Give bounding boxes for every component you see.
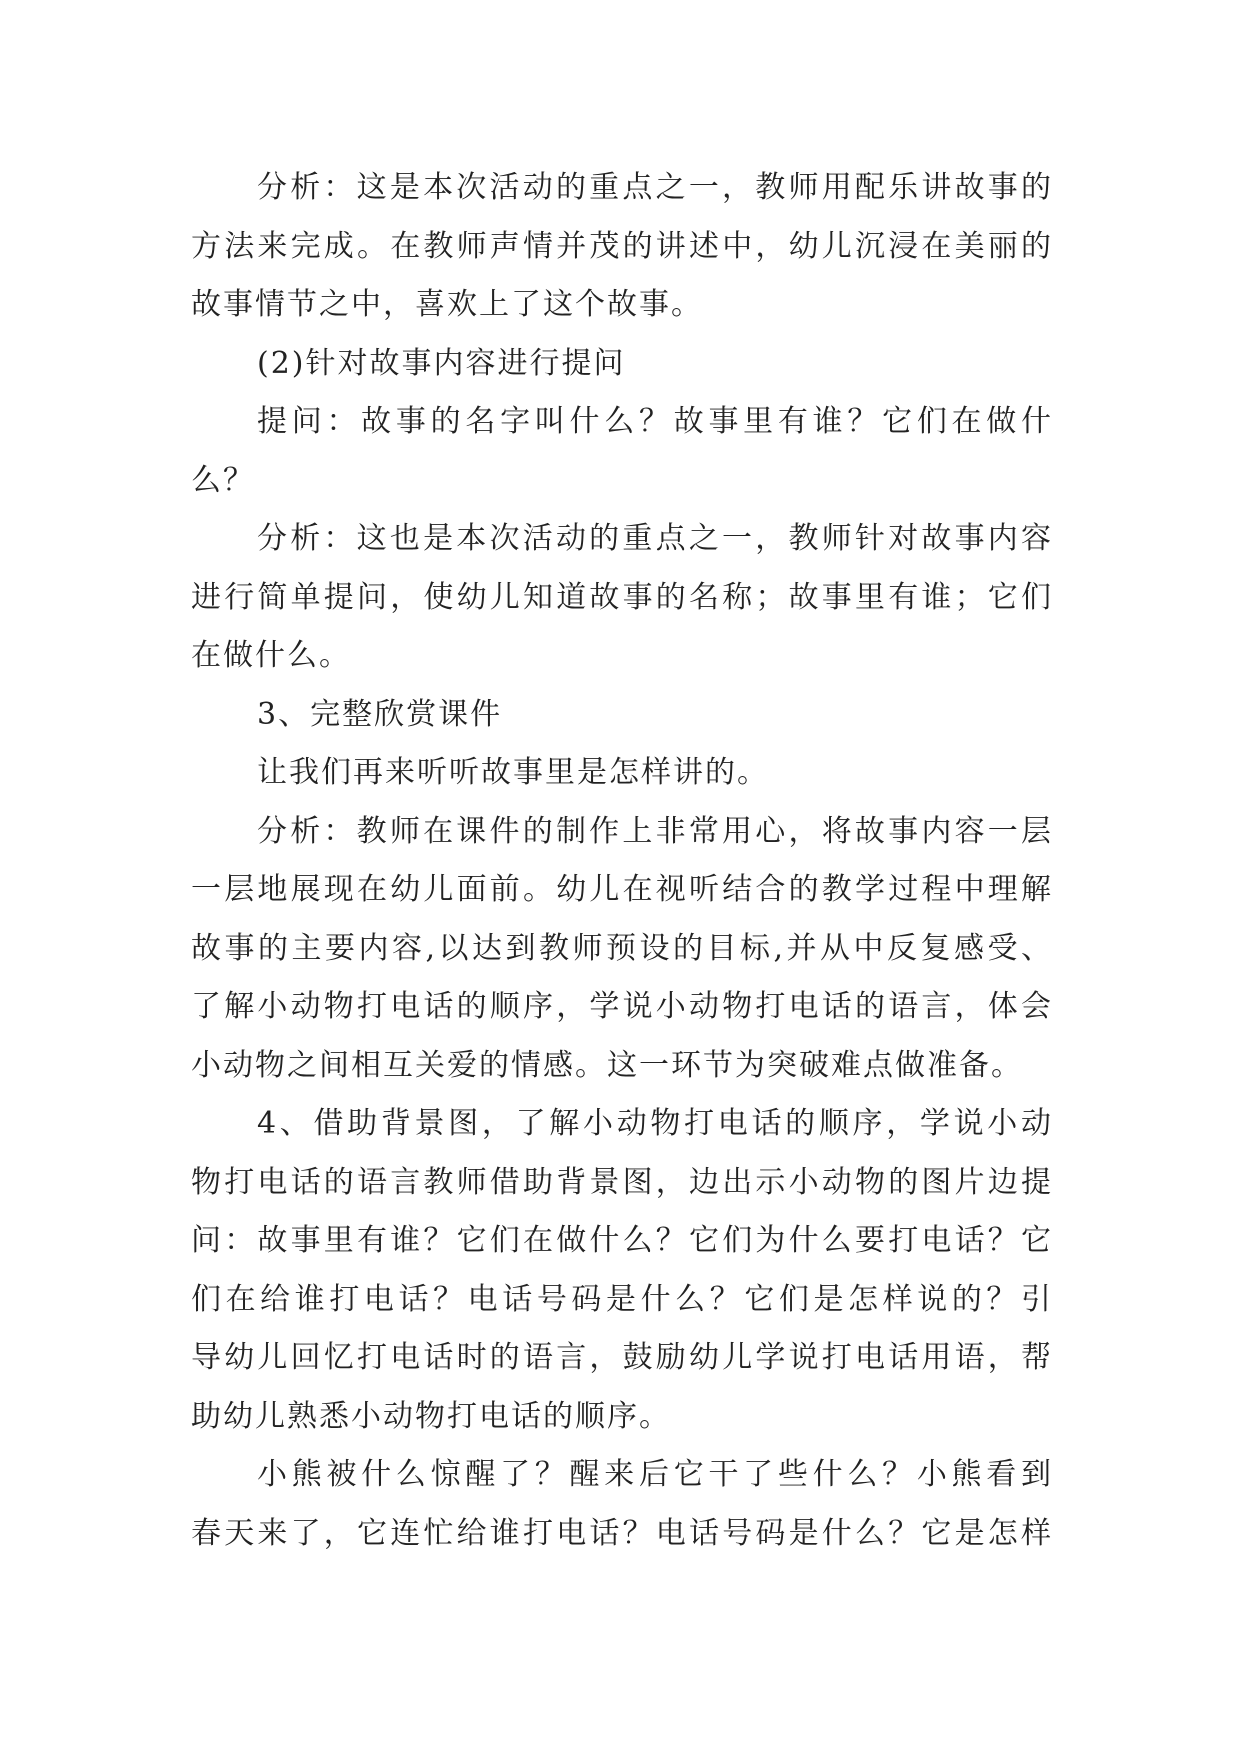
text-line: 分析：教师在课件的制作上非常用心，将故事内容一层 — [257, 813, 1053, 849]
paragraph — [191, 803, 1053, 1096]
text-line: 方法来完成。在教师声情并茂的讲述中，幼儿沉浸在美丽的 — [191, 228, 1053, 264]
text-line: 在做什么。 — [191, 638, 351, 673]
paragraph — [191, 1095, 1053, 1446]
text-line: 故事的主要内容,以达到教师预设的目标,并从中反复感受、 — [191, 930, 1053, 966]
text-line: 物打电话的语言教师借助背景图，边出示小动物的图片边提 — [191, 1164, 1053, 1200]
text-line: 分析：这也是本次活动的重点之一，教师针对故事内容 — [257, 521, 1053, 556]
text-line: 3、完整欣赏课件 — [257, 696, 503, 732]
text-line: (2)针对故事内容进行提问 — [257, 345, 626, 381]
text-line: 导幼儿回忆打电话时的语言，鼓励幼儿学说打电话用语，帮 — [191, 1340, 1053, 1375]
text-line: 了解小动物打电话的顺序，学说小动物打电话的语言，体会 — [191, 989, 1053, 1024]
paragraph — [191, 510, 1053, 686]
paragraph — [191, 159, 1053, 335]
text-line: 小动物之间相互关爱的情感。这一环节为突破难点做准备。 — [191, 1047, 1023, 1083]
paragraph — [191, 393, 1053, 510]
paragraph — [191, 686, 1053, 745]
text-line: 故事情节之中，喜欢上了这个故事。 — [191, 287, 703, 322]
document-body — [191, 159, 1053, 1563]
text-line: 问：故事里有谁？它们在做什么？它们为什么要打电话？它 — [191, 1223, 1053, 1258]
paragraph — [191, 1446, 1053, 1563]
text-line: 小熊被什么惊醒了？醒来后它干了些什么？小熊看到 — [257, 1457, 1053, 1492]
text-line: 助幼儿熟悉小动物打电话的顺序。 — [191, 1398, 671, 1434]
paragraph — [191, 744, 1053, 803]
text-line: 春天来了，它连忙给谁打电话？电话号码是什么？它是怎样 — [191, 1515, 1053, 1551]
text-line: 进行简单提问，使幼儿知道故事的名称；故事里有谁；它们 — [191, 579, 1053, 615]
text-line: 提问：故事的名字叫什么？故事里有谁？它们在做什 — [257, 404, 1053, 439]
text-line: 让我们再来听听故事里是怎样讲的。 — [257, 755, 769, 790]
text-line: 分析：这是本次活动的重点之一，教师用配乐讲故事的 — [257, 170, 1053, 205]
text-line: 么？ — [191, 462, 255, 498]
text-line: 一层地展现在幼儿面前。幼儿在视听结合的教学过程中理解 — [191, 872, 1053, 907]
paragraph — [191, 335, 1053, 394]
text-line: 们在给谁打电话？电话号码是什么？它们是怎样说的？引 — [191, 1281, 1053, 1317]
text-line: 4、借助背景图，了解小动物打电话的顺序，学说小动 — [257, 1106, 1053, 1141]
